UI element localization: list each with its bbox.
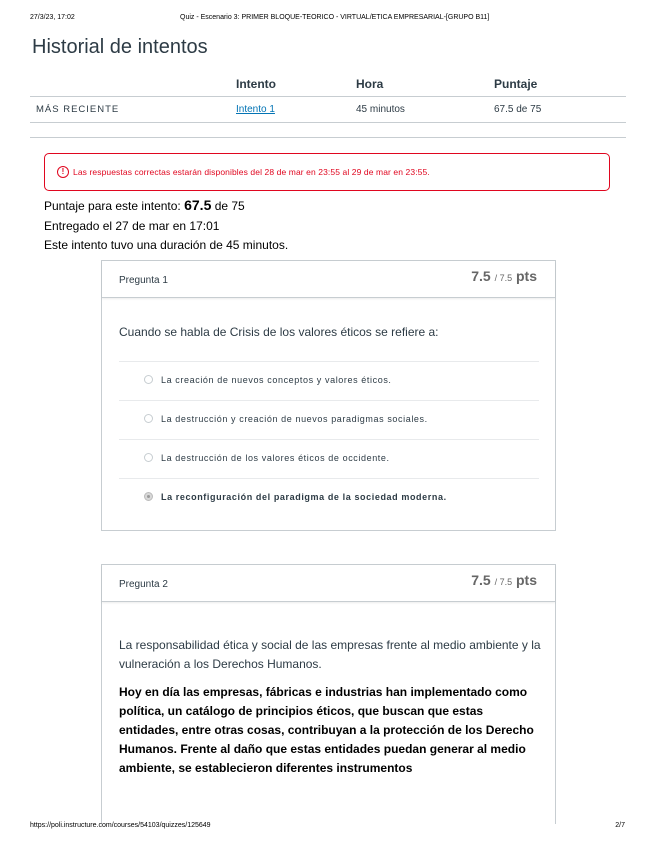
column-header-score: Puntaje [494,73,626,97]
duration-line: Este intento tuvo una duración de 45 minutos. [44,238,289,252]
page-number: 2/7 [615,822,625,829]
answer-text: La reconfiguración del paradigma de la sociedad moderna. [161,492,447,502]
column-header-blank [30,73,236,97]
section-divider [30,137,626,138]
points-earned: 7.5 [471,268,491,284]
attempt-history-table [30,73,626,123]
answer-option-selected[interactable] [119,478,539,517]
answers-availability-alert [44,153,610,191]
column-header-time: Hora [356,73,494,97]
alert-text: Las respuestas correctas estarán disponibles del 28 de mar en 23:55 al 29 de mar en 23:55. [73,167,430,177]
answer-text: La creación de nuevos conceptos y valores éticos. [161,375,392,385]
answer-text: La destrucción y creación de nuevos paradigmas sociales. [161,414,428,424]
radio-button-selected[interactable] [144,492,153,501]
question-text: Cuando se habla de Crisis de los valores éticos se refiere a: [119,325,439,339]
points-unit: pts [516,268,537,284]
question-intro: La responsabilidad ética y social de las empresas frente al medio ambiente y la vulneración a los Derechos Humanos. [119,638,541,671]
answer-list [119,361,539,517]
points-max: / 7.5 [494,273,513,283]
question-name: Pregunta 2 [119,579,168,590]
score-suffix: de 75 [214,199,245,213]
question-text: Hoy en día las empresas, fábricas e industrias han implementado como política, un catálogo de principios éticos, que buscan que estas entidades, entre otras cosas, contribuyan a la protección de los Derecho Humanos. Frente al daño que estas entidades puedan generar al medio ambiente, se establecieron diferentes instrumentos [119,685,534,775]
question-header [102,261,555,298]
answer-option[interactable] [119,439,539,478]
points-earned: 7.5 [471,572,491,588]
attempt-link[interactable]: Intento 1 [236,104,275,115]
print-url: https://poli.instructure.com/courses/54103/quizzes/125649 [30,822,211,829]
page-title: Historial de intentos [32,36,208,58]
radio-button[interactable] [144,375,153,384]
radio-button[interactable] [144,453,153,462]
print-header [30,14,625,26]
attempt-summary [44,196,288,256]
radio-button[interactable] [144,414,153,423]
table-header-row [30,73,626,97]
score-prefix: Puntaje para este intento: [44,199,181,213]
answer-option[interactable] [119,361,539,400]
points-max: / 7.5 [494,577,513,587]
question-header [102,565,555,602]
column-header-attempt: Intento [236,73,356,97]
question-card-1 [101,260,556,531]
attempt-label: MÁS RECIENTE [30,97,236,123]
print-document-title: Quiz - Escenario 3: PRIMER BLOQUE-TEORICO - VIRTUAL/ETICA EMPRESARIAL-[GRUPO B11] [180,14,490,21]
answer-option[interactable] [119,400,539,439]
table-row [30,97,626,123]
attempt-cell [236,97,356,123]
score-value: 67.5 [184,197,212,213]
question-points [471,572,537,588]
question-points [471,268,537,284]
attempt-time: 45 minutos [356,97,494,123]
print-date: 27/3/23, 17:02 [30,14,75,21]
question-card-2 [101,564,556,824]
submitted-line: Entregado el 27 de mar en 17:01 [44,218,220,233]
answer-text: La destrucción de los valores éticos de occidente. [161,453,390,463]
attempt-score: 67.5 de 75 [494,97,626,123]
points-unit: pts [516,572,537,588]
question-name: Pregunta 1 [119,275,168,286]
score-line [44,196,288,217]
warning-circle-icon: ! [57,166,69,178]
